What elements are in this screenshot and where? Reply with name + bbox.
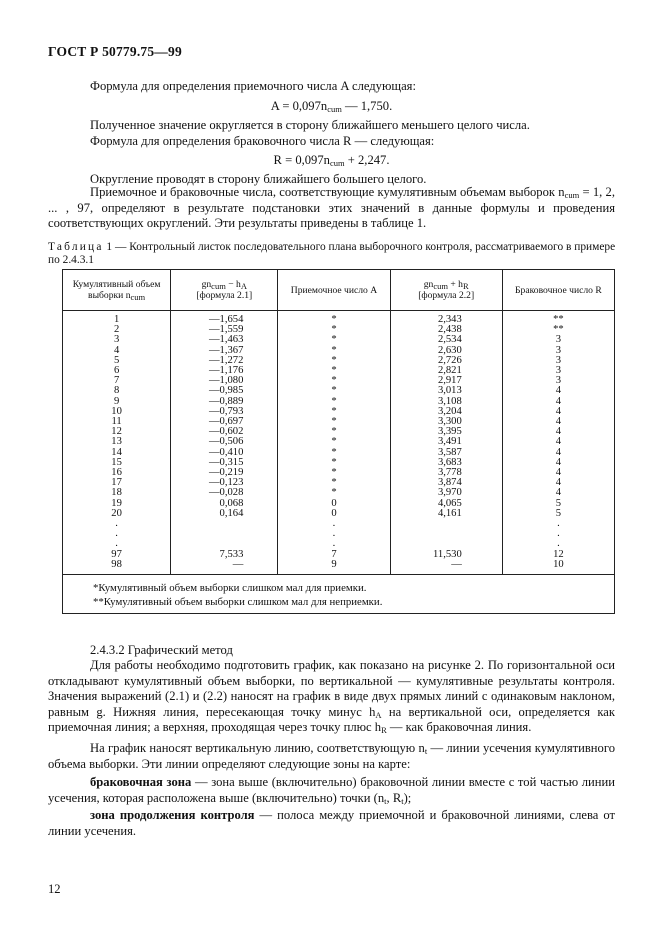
table-row xyxy=(63,311,615,326)
table-cell: 7 xyxy=(63,376,171,386)
table-cell: 4 xyxy=(502,437,614,447)
table-cell: . xyxy=(278,529,390,539)
table-cell: . xyxy=(63,539,171,549)
table-cell: * xyxy=(278,448,390,458)
table-cell: 2,726 xyxy=(390,356,502,366)
table-cell: 3 xyxy=(63,335,171,345)
table-cell: 4 xyxy=(502,397,614,407)
table-cell: * xyxy=(278,437,390,447)
table-cell: —1,367 xyxy=(171,346,278,356)
footnote-rejection: **Кумулятивный объем выборки слишком мал для неприемки. xyxy=(93,596,383,609)
table-cell: —1,463 xyxy=(171,335,278,345)
table-cell: —1,080 xyxy=(171,376,278,386)
table-cell: 2,438 xyxy=(390,325,502,335)
table-row xyxy=(63,468,615,478)
table-row xyxy=(63,529,615,539)
table-cell: * xyxy=(278,376,390,386)
table-cell: * xyxy=(278,311,390,326)
table-cell: —0,315 xyxy=(171,458,278,468)
paragraph-acceptance-formula-intro: Формула для определения приемочного числа A следующая: xyxy=(90,79,416,93)
table-cell: * xyxy=(278,417,390,427)
table-cell: —1,559 xyxy=(171,325,278,335)
table-cell: * xyxy=(278,427,390,437)
table-row xyxy=(63,335,615,345)
table-cell: 17 xyxy=(63,478,171,488)
table-cell: 1 xyxy=(63,311,171,326)
table-row xyxy=(63,488,615,498)
table-row xyxy=(63,366,615,376)
table-cell: . xyxy=(278,539,390,549)
table-cell: ** xyxy=(502,311,614,326)
table-cell: 11 xyxy=(63,417,171,427)
table-cell: 5 xyxy=(502,509,614,519)
table-cell: * xyxy=(278,346,390,356)
table-cell: 3,587 xyxy=(390,448,502,458)
table-cell: 19 xyxy=(63,499,171,509)
header-rejection-number: Браковочное число R xyxy=(502,270,614,311)
table-cell: 3 xyxy=(502,356,614,366)
table-cell: —1,176 xyxy=(171,366,278,376)
table-row xyxy=(63,356,615,366)
table-cell: 2,630 xyxy=(390,346,502,356)
table-cell: 2,343 xyxy=(390,311,502,326)
table-row xyxy=(63,407,615,417)
table-cell: —0,889 xyxy=(171,397,278,407)
table-cell: —1,654 xyxy=(171,311,278,326)
table-cell: — xyxy=(390,560,502,575)
table-cell: 12 xyxy=(502,550,614,560)
table-cell: 4 xyxy=(502,448,614,458)
table-cell xyxy=(171,529,278,539)
table-cell: 2 xyxy=(63,325,171,335)
paragraph-rejection-formula-intro: Формула для определения браковочного числа R — следующая: xyxy=(90,134,435,148)
table-cell: 0,068 xyxy=(171,499,278,509)
table-row xyxy=(63,539,615,549)
table-cell: 3 xyxy=(502,366,614,376)
table-row xyxy=(63,417,615,427)
table-cell: * xyxy=(278,356,390,366)
paragraph-rejection-zone: браковочная зона — зона выше (включительно) браковочной линии вместе с той частью линии усечения, которая расположена выше (включительно) точки ($n_t$, $R_t$); xyxy=(48,775,616,806)
table-cell: 4 xyxy=(502,427,614,437)
table-cell: —0,028 xyxy=(171,488,278,498)
table-row xyxy=(63,519,615,529)
table-row xyxy=(63,427,615,437)
table-cell: 3,683 xyxy=(390,458,502,468)
page-number: 12 xyxy=(48,882,61,896)
table-cell: 14 xyxy=(63,448,171,458)
table-cell: 4 xyxy=(63,346,171,356)
table-row xyxy=(63,397,615,407)
table-cell: 8 xyxy=(63,386,171,396)
table-cell: —0,602 xyxy=(171,427,278,437)
table-row xyxy=(63,346,615,356)
table-cell: . xyxy=(502,519,614,529)
header-formula-2-1: $gn_{cum} - h_A$ [формула 2.1] xyxy=(171,270,278,311)
table-cell: —0,697 xyxy=(171,417,278,427)
table-cell: 4 xyxy=(502,458,614,468)
table-cell: 4,065 xyxy=(390,499,502,509)
formula-rejection: $R = 0,097n_{cum} + 2,247$. xyxy=(273,153,390,168)
table-cell: . xyxy=(63,519,171,529)
table-cell: 16 xyxy=(63,468,171,478)
table-cell: 4 xyxy=(502,478,614,488)
table-cell: 4 xyxy=(502,488,614,498)
header-formula-2-2: $gn_{cum} + h_R$ [формула 2.2] xyxy=(390,270,502,311)
table-cell: 13 xyxy=(63,437,171,447)
table-cell: —0,219 xyxy=(171,468,278,478)
table-header-row xyxy=(63,270,615,311)
table-cell: 0 xyxy=(278,499,390,509)
table-cell: * xyxy=(278,325,390,335)
table-cell: 4 xyxy=(502,407,614,417)
table-cell: 10 xyxy=(63,407,171,417)
table-cell: —0,410 xyxy=(171,448,278,458)
table-cell: 5 xyxy=(502,499,614,509)
table-cell: 3,108 xyxy=(390,397,502,407)
table-cell: —0,123 xyxy=(171,478,278,488)
table-cell: —0,506 xyxy=(171,437,278,447)
table-cell: 12 xyxy=(63,427,171,437)
control-sheet-table xyxy=(62,269,615,614)
table-cell xyxy=(390,529,502,539)
table-row xyxy=(63,448,615,458)
formula-acceptance: $A = 0,097n_{cum}$ — 1,750. xyxy=(270,99,393,114)
table-cell: . xyxy=(278,519,390,529)
table-cell: * xyxy=(278,397,390,407)
header-cumulative-sample: Кумулятивный объем выборки $n_{cum}$ xyxy=(63,270,171,311)
table-cell: 6 xyxy=(63,366,171,376)
table-cell xyxy=(390,519,502,529)
paragraph-continuation-zone: зона продолжения контроля — полоса между приемочной и браковочной линиями, слева от линии усечения. xyxy=(48,808,615,838)
table-cell: * xyxy=(278,458,390,468)
table-cell: —0,985 xyxy=(171,386,278,396)
table-cell: * xyxy=(278,478,390,488)
table-cell: 11,530 xyxy=(390,550,502,560)
table-cell: 4 xyxy=(502,386,614,396)
table-cell: * xyxy=(278,407,390,417)
table-cell: 4,161 xyxy=(390,509,502,519)
paragraph-rounding-down: Полученное значение округляется в сторону ближайшего меньшего целого числа. xyxy=(90,118,530,132)
table-cell: — xyxy=(171,560,278,575)
table-cell: 10 xyxy=(502,560,614,575)
table-cell: 3 xyxy=(502,335,614,345)
section-heading-graphic-method: 2.4.3.2 Графический метод xyxy=(90,643,233,657)
table-row xyxy=(63,478,615,488)
table-cell: 3,395 xyxy=(390,427,502,437)
paragraph-rounding-up: Округление проводят в сторону ближайшего большего целого. xyxy=(90,172,427,186)
table-cell: 3,778 xyxy=(390,468,502,478)
table-cell: 98 xyxy=(63,560,171,575)
table-cell: * xyxy=(278,468,390,478)
table-cell: 7 xyxy=(278,550,390,560)
table-cell: * xyxy=(278,386,390,396)
table-cell: ** xyxy=(502,325,614,335)
table-cell: * xyxy=(278,335,390,345)
paragraph-numbers-explanation: Приемочное и браковочные числа, соответствующие кумулятивным объемам выборок $n_{cum} = 1$, 2, ... , 97, определяют в результате подстановки этих значений в данные формулы и проведения соответствующих округлений. Эти результаты приведены в таблице 1. xyxy=(48,185,615,230)
table-cell: 3 xyxy=(502,346,614,356)
paragraph-truncation-line: На график наносят вертикальную линию, соответствующую $n_t$ — линии усечения кумулятивного объема выборки. Эти линии определяют следующие зоны на карте: xyxy=(48,741,615,771)
document-header: ГОСТ Р 50779.75—99 xyxy=(48,44,182,59)
table-caption: Таблица 1 — Контрольный листок последовательного плана выборочного контроля, рассматриваемого в примере по 2.4.3.1 xyxy=(48,241,616,266)
table-cell xyxy=(171,519,278,529)
table-cell: 97 xyxy=(63,550,171,560)
table-row xyxy=(63,386,615,396)
table-row xyxy=(63,550,615,560)
table-cell: . xyxy=(502,539,614,549)
table-footnotes xyxy=(63,575,615,614)
table-row xyxy=(63,325,615,335)
table-row xyxy=(63,509,615,519)
table-cell: . xyxy=(63,529,171,539)
table-cell: 9 xyxy=(278,560,390,575)
table-cell: 3,300 xyxy=(390,417,502,427)
table-cell: 3,970 xyxy=(390,488,502,498)
paragraph-graph-preparation: Для работы необходимо подготовить график, как показано на рисунке 2. По горизонтальной оси откладывают кумулятивный объем выборки, по вертикальной — кумулятивные результаты контроля. Значения выражений (2.1) и (2.2) наносят на график в виде двух прямых линий с одинаковым наклоном, равным g. Нижняя линия, пересекающая точку минус $h_A$ на вертикальной оси, определяется как приемочная линия; а верхняя, проходящая через точку плюс $h_R$ — как браковочная линия. xyxy=(48,658,615,735)
table-cell: 3,013 xyxy=(390,386,502,396)
table-cell: 5 xyxy=(63,356,171,366)
table-row xyxy=(63,560,615,575)
table-cell: 3,204 xyxy=(390,407,502,417)
table-row xyxy=(63,437,615,447)
table-cell: 7,533 xyxy=(171,550,278,560)
table-cell: 15 xyxy=(63,458,171,468)
table-cell: 20 xyxy=(63,509,171,519)
table-cell: 2,821 xyxy=(390,366,502,376)
table-cell: —1,272 xyxy=(171,356,278,366)
table-cell: * xyxy=(278,366,390,376)
table-cell: —0,793 xyxy=(171,407,278,417)
table-cell: 0 xyxy=(278,509,390,519)
table-row xyxy=(63,499,615,509)
table-row xyxy=(63,458,615,468)
table-cell: 2,917 xyxy=(390,376,502,386)
table-cell: 3,491 xyxy=(390,437,502,447)
table-cell: . xyxy=(502,529,614,539)
table-cell: 18 xyxy=(63,488,171,498)
table-cell: 3,874 xyxy=(390,478,502,488)
header-acceptance-number: Приемочное число A xyxy=(278,270,390,311)
footnote-acceptance: *Кумулятивный объем выборки слишком мал для приемки. xyxy=(93,582,367,595)
table-cell: 3 xyxy=(502,376,614,386)
table-row xyxy=(63,376,615,386)
table-cell: * xyxy=(278,488,390,498)
table-cell: 2,534 xyxy=(390,335,502,345)
table-cell: 0,164 xyxy=(171,509,278,519)
table-cell: 4 xyxy=(502,417,614,427)
table-cell: 4 xyxy=(502,468,614,478)
table-cell: 9 xyxy=(63,397,171,407)
